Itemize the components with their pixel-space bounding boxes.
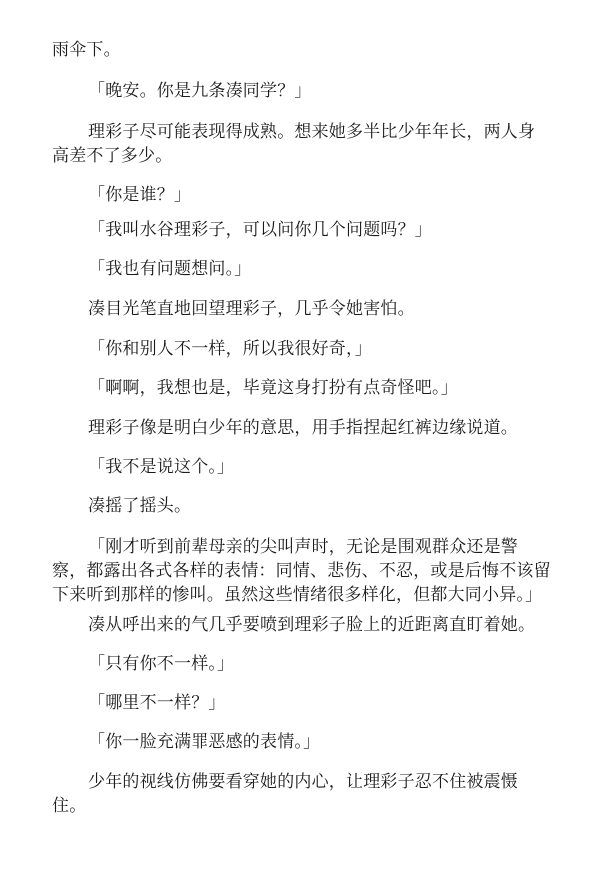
paragraph-17: 「你一脸充满罪恶感的表情。」 xyxy=(88,732,321,752)
paragraph-16: 「哪里不一样？」 xyxy=(88,693,226,713)
paragraph-11: 「我不是说这个。」 xyxy=(88,457,235,477)
paragraph-1: 雨伞下。 xyxy=(52,40,121,60)
paragraph-13: 「刚才听到前辈母亲的尖叫声时，无论是围观群众还是警察，都露出各式各样的表情：同情、悲伤、不忍，或是后悔不该留下来听到那样的惨叫。虽然这些情绪很多样化，但都大同小异。」 xyxy=(52,537,551,605)
paragraph-9: 「啊啊，我想也是，毕竟这身打扮有点奇怪吧。」 xyxy=(88,378,458,398)
paragraph-10: 理彩子像是明白少年的意思，用手指捏起红裤边缘说道。 xyxy=(88,418,518,438)
paragraph-8: 「你和别人不一样，所以我很好奇，」 xyxy=(88,339,372,359)
paragraph-5: 「我叫水谷理彩子，可以问你几个问题吗？」 xyxy=(88,220,432,240)
paragraph-6: 「我也有问题想问。」 xyxy=(88,259,252,279)
paragraph-2: 「晚安。你是九条凑同学？」 xyxy=(88,81,312,101)
paragraph-4: 「你是谁？」 xyxy=(88,185,192,205)
paragraph-14: 凑从呼出来的气几乎要喷到理彩子脸上的近距离直盯着她。 xyxy=(88,615,536,635)
paragraph-7: 凑目光笔直地回望理彩子，几乎令她害怕。 xyxy=(88,299,415,319)
paragraph-15: 「只有你不一样。」 xyxy=(88,654,235,674)
paragraph-18: 少年的视线仿佛要看穿她的内心，让理彩子忍不住被震慑住。 xyxy=(52,772,518,816)
paragraph-12: 凑摇了摇头。 xyxy=(88,496,192,516)
paragraph-3: 理彩子尽可能表现得成熟。想来她多半比少年年长，两人身高差不了多少。 xyxy=(52,122,536,166)
